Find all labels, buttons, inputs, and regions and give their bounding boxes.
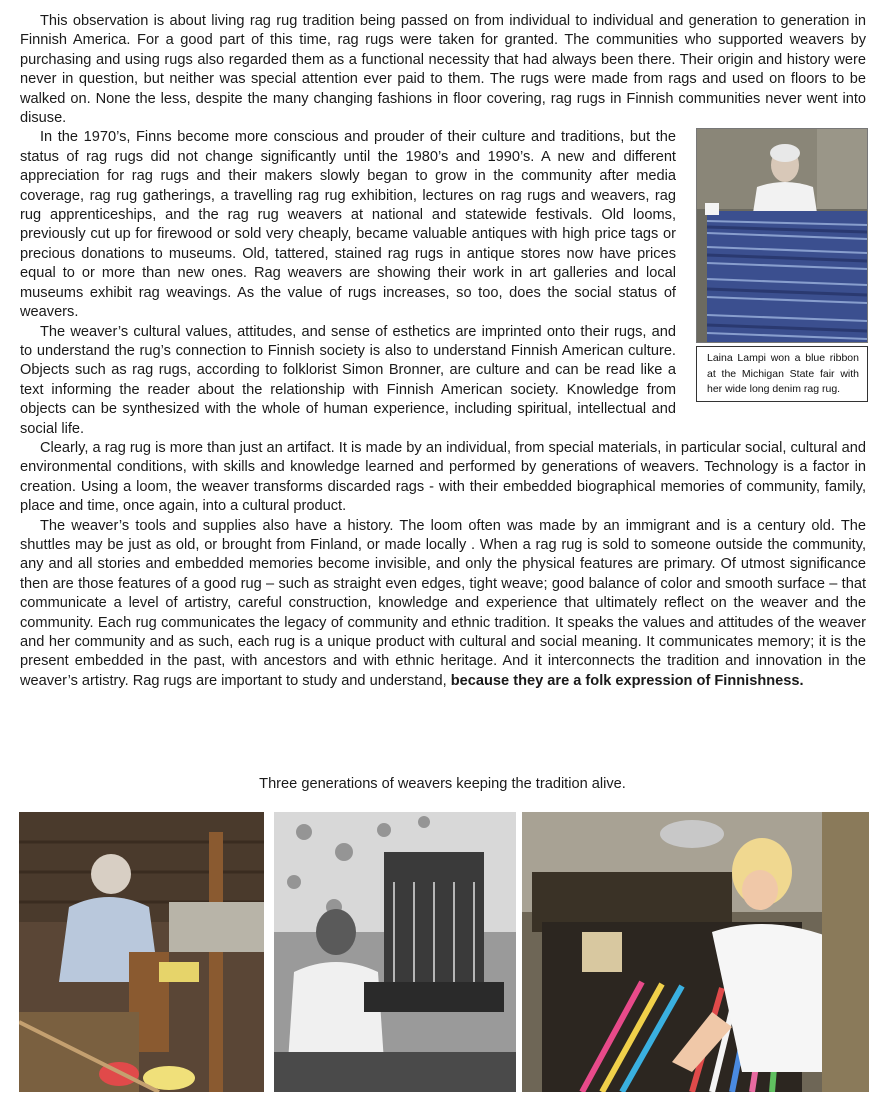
photo-weaver-with-denim-rug	[696, 128, 868, 343]
photos-heading: Three generations of weavers keeping the tradition alive.	[259, 776, 626, 792]
figure-laina-lampi	[696, 128, 868, 402]
photo-elder-weaver-at-loom	[19, 812, 264, 1092]
paragraph-5	[20, 517, 866, 692]
paragraph-5-text: The weaver’s tools and supplies also have a history. The loom often was made by an immigrant and is a century old. The shuttles may be just as old, or brought from Finland, or made locally . When a rag rug is sold to someone outside the community, any and all stories and embedded memories become invisible, and only the physical features are primary. Of utmost significance then are those features of a good rug – such as straight even edges, tight weave; good balance of color and smooth surface – that communicate a level of artistry, careful construction, knowledge and experience that ultimately reflect on the weaver and the community. Each rug communicates the legacy of community and ethnic tradition. It speaks the values and attitudes of the weaver and her community and as such, each rug is a unique product with cultural and social meaning. It communicates memory; it is the present embedded in the past, with ancestors and with ethnic heritage. And it interconnects the tradition and innovation in the weaver’s artistry. Rag rugs are important to study and understand,	[20, 517, 866, 689]
photo-weaver-black-and-white	[274, 812, 516, 1092]
photo-young-girl-weaving	[522, 812, 869, 1092]
paragraph-2: In the 1970’s, Finns become more conscious and prouder of their culture and traditions, but the status of rag rugs did not change significantly until the 1980’s and 1990’s. A new and different appreciation for rag rugs and their makers slowly began to grow in the community after media coverage, rag rug gatherings, a travelling rag rug exhibition, lectures on rag rugs and weavers, rag rug apprenticeships, and the rag rug weavers at national and statewide festivals. Old looms, previously cut up for firewood or sold very cheaply, became valuable antiques with high price tags or precious donations to museums. Old, tattered, stained rag rugs in antique stores now have prices equal to or more than new ones. Rag weavers are showing their work in art galleries and local museums exhibit rag weavings. As the value of rugs increases, so too, does the social status of weavers.	[20, 129, 676, 321]
paragraph-1: This observation is about living rag rug tradition being passed on from individual to individual and generation to generation in Finnish America. For a good part of this time, rag rugs were taken for granted. The communities who supported weavers by purchasing and using rugs also regarded them as a functional necessity that had always been there. Their origin and history were never in question, but neither was special attention ever paid to them. The rugs were made from rags and used on floors to be walked on. None the less, despite the many changing fashions in floor covering, rag rugs in Finnish communities never went into disuse.	[20, 13, 866, 127]
paragraph-3: The weaver’s cultural values, attitudes, and sense of esthetics are imprinted onto their rugs, and to understand the rug’s connection to Finnish society is also to understand Finnish American culture. Objects such as rag rugs, according to folklorist Simon Bronner, are culture and can be read like a text informing the reader about the relationship with Finnish American society. Knowledge from objects can be synthesized with the whole of human experience, including spiritual, intellectual and social life.	[20, 323, 676, 437]
photo-caption: Laina Lampi won a blue ribbon at the Michigan State fair with her wide long denim rag rug.	[696, 346, 868, 402]
article-body	[20, 12, 866, 691]
paragraph-4: Clearly, a rag rug is more than just an artifact. It is made by an individual, from special materials, in particular social, cultural and environmental conditions, with skills and knowledge learned and performed by generations of weavers. Technology is a factor in creation. Using a loom, the weaver transforms discarded rags - with their embedded biographical memories of community, family, place and time, once again, into a cultural product.	[20, 439, 866, 515]
paragraph-5-bold-conclusion: because they are a folk expression of Finnishness.	[450, 672, 804, 689]
